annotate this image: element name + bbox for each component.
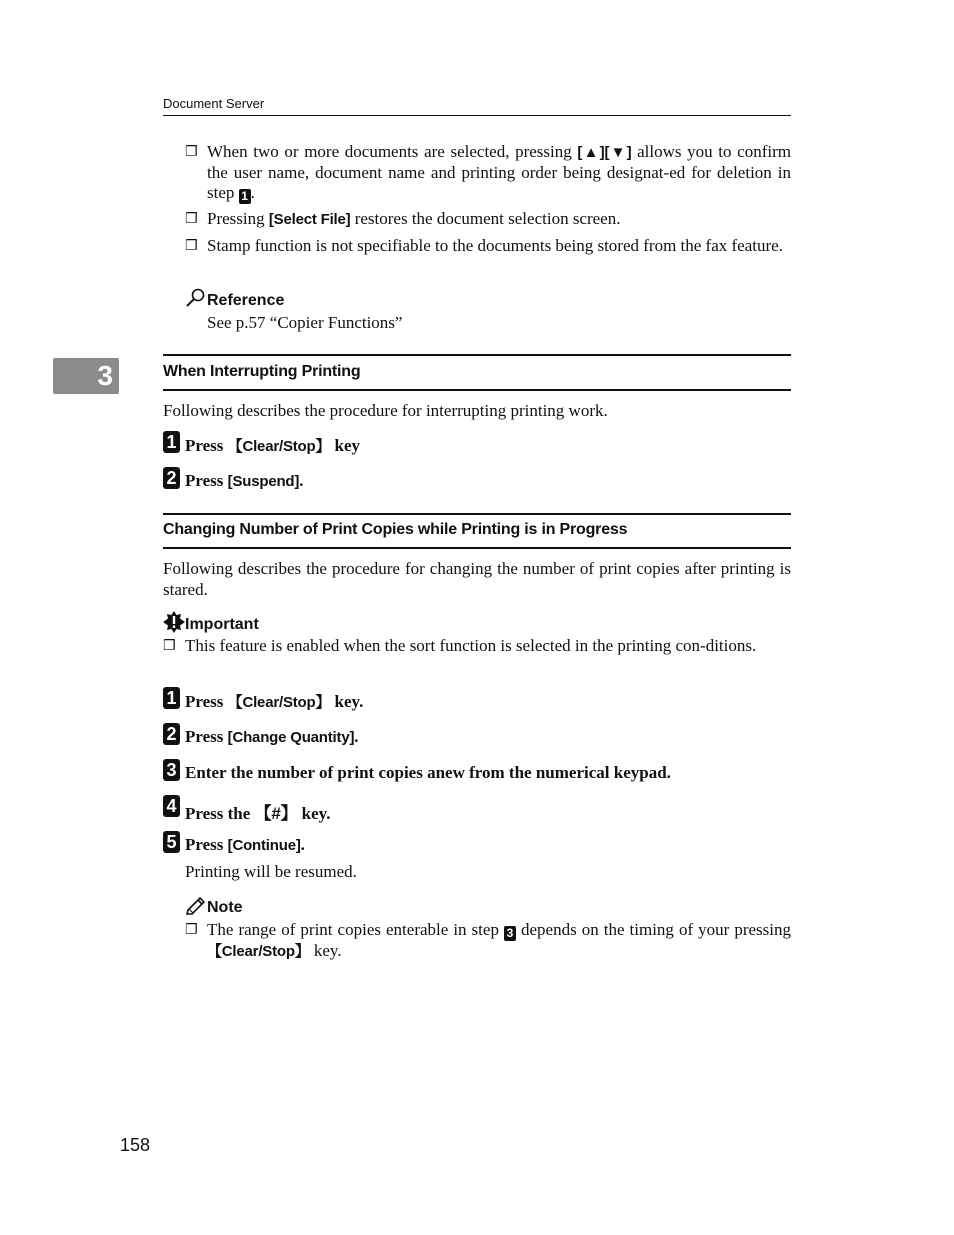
important-heading	[163, 611, 259, 634]
important-title: Important	[185, 616, 259, 633]
bullet-text: restores the document selection screen.	[350, 209, 621, 228]
step-text: Enter the number of print copies anew from the numerical keypad.	[185, 763, 671, 782]
step-text: Press	[185, 835, 228, 854]
note-text: depends on the timing of your pressing	[515, 920, 791, 939]
step-text: Press	[185, 471, 228, 490]
section-intro: Following describes the procedure for changing the number of print copies after printing is stared.	[163, 559, 791, 599]
step-text: Press	[185, 692, 228, 711]
reference-title: Reference	[207, 292, 285, 309]
section-rule	[163, 547, 791, 549]
step-number-badge: 2	[163, 723, 180, 745]
checkbox-icon: ❒	[185, 238, 198, 254]
important-text: This feature is enabled when the sort function is selected in the printing con-ditions.	[185, 636, 757, 655]
step-number-badge: 5	[163, 831, 180, 853]
step-text: .	[300, 835, 305, 854]
bullet-text: When two or more documents are selected, pressing	[207, 142, 578, 161]
note-item	[185, 920, 791, 962]
bullet-item-2	[185, 209, 791, 230]
step-text: Press the	[185, 804, 255, 823]
step-text: key.	[297, 804, 331, 823]
checkbox-icon: ❒	[185, 922, 198, 938]
reference-heading	[185, 288, 284, 310]
bullet-text: allows you to confirm the user name, document name and printing order being designat-ed for deletion in step	[207, 142, 791, 202]
important-icon	[163, 611, 185, 633]
page-number: 158	[120, 1135, 151, 1155]
important-item	[163, 636, 791, 656]
section-title: Changing Number of Print Copies while Printing is in Progress	[163, 521, 628, 538]
reference-text: See p.57 “Copier Functions”	[207, 313, 403, 332]
arrow-keys-label: [▲][▼]	[577, 144, 632, 161]
step-text: key	[330, 436, 361, 455]
change-quantity-key-label: [Change Quantity]	[227, 729, 355, 746]
continue-key-label: [Continue]	[227, 837, 301, 854]
suspend-key-label: [Suspend]	[227, 473, 300, 490]
step-number-badge: 2	[163, 467, 180, 489]
section-rule	[163, 354, 791, 356]
step-number-badge: 4	[163, 795, 180, 817]
clear-stop-key-label: 【Clear/Stop】	[227, 438, 331, 455]
step-number-badge: 3	[163, 759, 180, 781]
step-result: Printing will be resumed.	[185, 862, 357, 881]
section-title: When Interrupting Printing	[163, 363, 361, 380]
step-text: key.	[330, 692, 364, 711]
step-number-badge: 1	[163, 687, 180, 709]
section-rule	[163, 513, 791, 515]
bullet-item-1	[185, 142, 791, 204]
step-text: Press	[185, 436, 228, 455]
step-text: Press	[185, 727, 228, 746]
hash-key-label: 【#】	[254, 804, 298, 823]
checkbox-icon: ❒	[185, 211, 198, 227]
step-text: .	[354, 727, 359, 746]
checkbox-icon: ❒	[185, 144, 198, 160]
select-file-key-label: [Select File]	[268, 211, 351, 228]
bullet-text: Stamp function is not specifiable to the documents being stored from the fax feature.	[207, 236, 783, 255]
note-text: The range of print copies enterable in step	[207, 920, 504, 939]
pencil-icon	[185, 895, 207, 915]
magnifier-icon	[185, 288, 207, 308]
step-reference-badge: 1	[239, 189, 251, 204]
bullet-text: .	[250, 183, 255, 202]
checkbox-icon: ❒	[163, 638, 176, 654]
section-rule	[163, 389, 791, 391]
note-text: key.	[309, 941, 342, 960]
clear-stop-key-label: 【Clear/Stop】	[207, 943, 310, 960]
note-title: Note	[207, 899, 243, 916]
bullet-text: Pressing	[207, 209, 269, 228]
note-heading	[185, 895, 243, 917]
step-number-badge: 1	[163, 431, 180, 453]
step-reference-badge: 3	[504, 926, 516, 941]
header-rule	[163, 115, 791, 116]
step-text: .	[299, 471, 304, 490]
section-intro: Following describes the procedure for interrupting printing work.	[163, 401, 608, 420]
running-head: Document Server	[163, 96, 265, 111]
chapter-tab: 3	[53, 358, 119, 394]
bullet-item-3	[185, 236, 791, 256]
clear-stop-key-label: 【Clear/Stop】	[227, 694, 331, 711]
